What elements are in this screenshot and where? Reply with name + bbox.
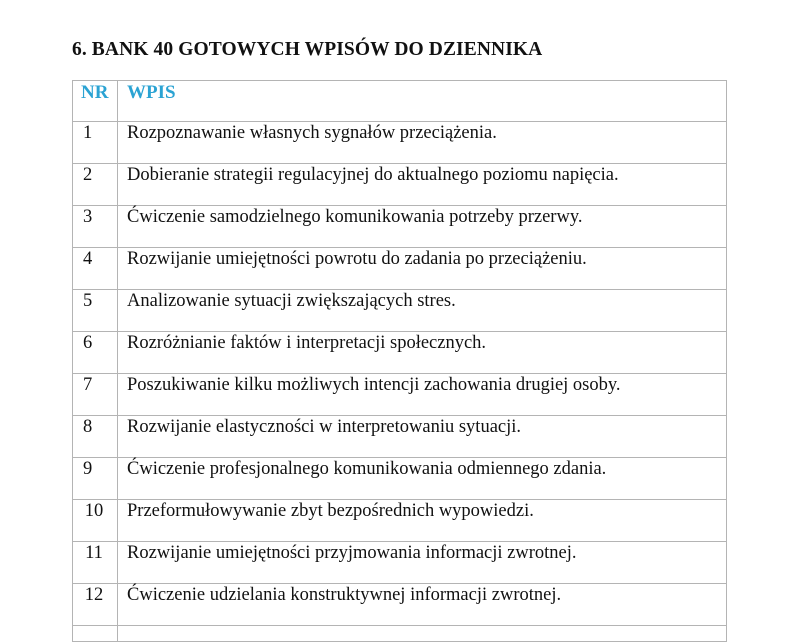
row-entry-empty: [118, 626, 727, 642]
row-entry-text: Dobieranie strategii regulacyjnej do aktualnego poziomu napięcia.: [118, 164, 727, 206]
row-number: 5: [73, 290, 118, 332]
row-entry-text: Ćwiczenie profesjonalnego komunikowania odmiennego zdania.: [118, 458, 727, 500]
table-row: [73, 542, 727, 584]
row-number: 6: [73, 332, 118, 374]
row-number: 11: [73, 542, 118, 584]
table-row: [73, 332, 727, 374]
table-row: [73, 584, 727, 626]
table-row: [73, 290, 727, 332]
row-number: 9: [73, 458, 118, 500]
table-row: [73, 458, 727, 500]
row-number: 4: [73, 248, 118, 290]
row-number: 8: [73, 416, 118, 458]
table-row-cut-off: [73, 626, 727, 642]
row-entry-text: Rozwijanie umiejętności powrotu do zadania po przeciążeniu.: [118, 248, 727, 290]
row-number: 10: [73, 500, 118, 542]
row-entry-text: Ćwiczenie udzielania konstruktywnej informacji zwrotnej.: [118, 584, 727, 626]
row-entry-text: Rozpoznawanie własnych sygnałów przeciążenia.: [118, 122, 727, 164]
section-heading: 6. BANK 40 GOTOWYCH WPISÓW DO DZIENNIKA: [72, 39, 543, 60]
table-row: [73, 164, 727, 206]
row-number: 1: [73, 122, 118, 164]
row-entry-text: Rozróżnianie faktów i interpretacji społecznych.: [118, 332, 727, 374]
row-number: 12: [73, 584, 118, 626]
row-number: 3: [73, 206, 118, 248]
header-entry: WPIS: [118, 81, 727, 122]
table-row: [73, 248, 727, 290]
row-entry-text: Rozwijanie umiejętności przyjmowania informacji zwrotnej.: [118, 542, 727, 584]
row-entry-text: Ćwiczenie samodzielnego komunikowania potrzeby przerwy.: [118, 206, 727, 248]
table-row: [73, 416, 727, 458]
row-number-empty: [73, 626, 118, 642]
row-entry-text: Poszukiwanie kilku możliwych intencji zachowania drugiej osoby.: [118, 374, 727, 416]
journal-entries-table: [72, 80, 727, 642]
row-entry-text: Przeformułowywanie zbyt bezpośrednich wypowiedzi.: [118, 500, 727, 542]
row-number: 2: [73, 164, 118, 206]
row-entry-text: Analizowanie sytuacji zwiększających stres.: [118, 290, 727, 332]
table-row: [73, 206, 727, 248]
header-nr: NR: [73, 81, 118, 122]
table-row: [73, 500, 727, 542]
table-row: [73, 374, 727, 416]
row-entry-text: Rozwijanie elastyczności w interpretowaniu sytuacji.: [118, 416, 727, 458]
row-number: 7: [73, 374, 118, 416]
table-row: [73, 122, 727, 164]
table-header-row: [73, 81, 727, 122]
